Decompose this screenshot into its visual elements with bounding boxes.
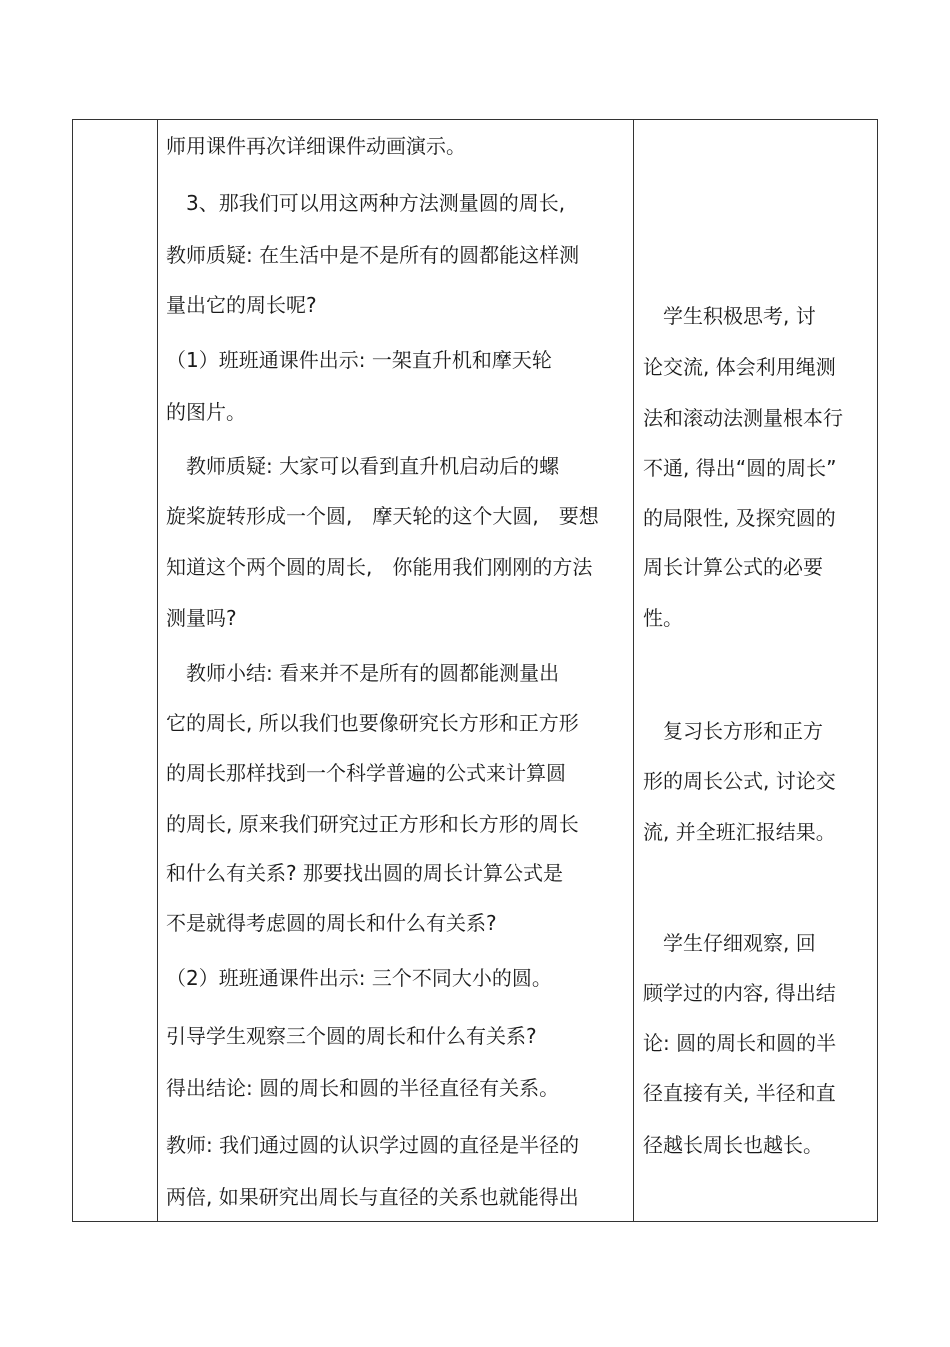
main-line: 旋桨旋转形成一个圆, 摩天轮的这个大圆, 要想 [166, 504, 599, 528]
main-line: 得出结论: 圆的周长和圆的半径直径有关系。 [166, 1076, 560, 1100]
main-line: 教师: 我们通过圆的认识学过圆的直径是半径的 [166, 1133, 580, 1157]
column-divider-1 [157, 120, 158, 1221]
main-line: 教师小结: 看来并不是所有的圆都能测量出 [166, 661, 560, 685]
side-line: 论: 圆的周长和圆的半 [643, 1031, 837, 1055]
main-line: （2）班班通课件出示: 三个不同大小的圆。 [166, 966, 552, 990]
side-line: 流, 并全班汇报结果。 [643, 820, 836, 844]
main-line: 的周长那样找到一个科学普遍的公式来计算圆 [166, 761, 566, 785]
side-line: 学生仔细观察, 回 [643, 931, 816, 955]
side-line: 复习长方形和正方 [643, 719, 823, 743]
main-line: 的周长, 原来我们研究过正方形和长方形的周长 [166, 812, 579, 836]
main-line: 的图片。 [166, 400, 246, 424]
main-line: 测量吗? [166, 606, 237, 630]
side-line: 的局限性, 及探究圆的 [643, 506, 836, 530]
main-line: 教师质疑: 大家可以看到直升机启动后的螺 [166, 454, 560, 478]
main-line: 师用课件再次详细课件动画演示。 [166, 134, 466, 158]
main-line: 引导学生观察三个圆的周长和什么有关系? [166, 1024, 537, 1048]
side-line: 径直接有关, 半径和直 [643, 1081, 836, 1105]
side-line: 不通, 得出“圆的周长” [643, 456, 837, 480]
column-divider-2 [633, 120, 634, 1221]
student-activity-cell [643, 119, 873, 1222]
main-line: 和什么有关系? 那要找出圆的周长计算公式是 [166, 861, 563, 885]
teacher-activity-cell [166, 119, 626, 1222]
main-line: 量出它的周长呢? [166, 293, 317, 317]
side-line: 论交流, 体会利用绳测 [643, 355, 836, 379]
main-line: 它的周长, 所以我们也要像研究长方形和正方形 [166, 711, 579, 735]
side-line: 径越长周长也越长。 [643, 1133, 823, 1157]
main-line: 3、那我们可以用这两种方法测量圆的周长, [166, 191, 566, 215]
main-line: 两倍, 如果研究出周长与直径的关系也就能得出 [166, 1185, 579, 1209]
main-line: 知道这个两个圆的周长, 你能用我们刚刚的方法 [166, 555, 593, 579]
side-line: 性。 [643, 606, 683, 630]
side-line: 周长计算公式的必要 [643, 555, 823, 579]
main-line: （1）班班通课件出示: 一架直升机和摩天轮 [166, 348, 552, 372]
side-line: 法和滚动法测量根本行 [643, 406, 843, 430]
side-line: 形的周长公式, 讨论交 [643, 769, 836, 793]
side-line: 学生积极思考, 讨 [643, 304, 816, 328]
main-line: 不是就得考虑圆的周长和什么有关系? [166, 911, 497, 935]
side-line: 顾学过的内容, 得出结 [643, 981, 836, 1005]
main-line: 教师质疑: 在生活中是不是所有的圆都能这样测 [166, 243, 580, 267]
